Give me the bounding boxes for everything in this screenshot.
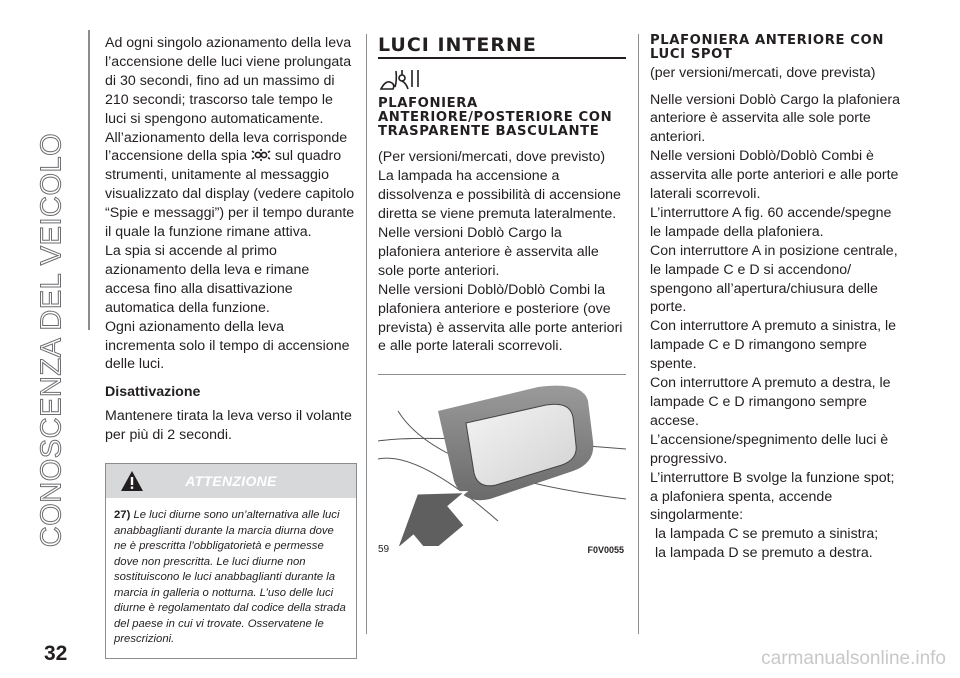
warning-header bbox=[106, 464, 356, 498]
figure-code: F0V0055 bbox=[587, 545, 624, 556]
warning-body bbox=[106, 498, 356, 658]
paragraph: Ogni azionamento della leva incrementa solo il tempo di accensione delle luci. bbox=[105, 318, 350, 373]
paragraph: Con interruttore A premuto a destra, le lampade C e D rimangono sempre accese. bbox=[650, 375, 891, 429]
paragraph: Con interruttore A in posizione centrale, le lampade C e D si accendono/ spengono all’apertura/chiusura delle porte. bbox=[650, 242, 898, 316]
paragraph: Con interruttore A premuto a sinistra, le lampade C e D rimangono sempre spente. bbox=[650, 318, 897, 373]
figure-59 bbox=[378, 374, 626, 560]
paragraph: Nelle versioni Doblò Cargo la plafoniera anteriore è asservita alle sole porte anteriori. bbox=[378, 225, 599, 279]
section-title-rule bbox=[378, 57, 626, 59]
warning-box bbox=[105, 463, 357, 659]
paragraph: La spia si accende al primo azionamento della leva e rimane accesa fino alla disattivazione automatica della funzione. bbox=[105, 242, 310, 316]
paragraph-text: sul quadro strumenti, unitamente al messaggio visualizzato dal display (vedere capitolo “Spie e messaggi”) per il tempo durante il quale la funzione rimane attiva. bbox=[105, 148, 355, 241]
paragraph: Mantenere tirata la leva verso il volante per più di 2 secondi. bbox=[105, 408, 352, 444]
chapter-title: CONOSCENZA DEL VEICOLO bbox=[35, 132, 68, 548]
paragraph-text: Ad ogni singolo azionamento della leva l’accensione delle luci viene prolungata di 30 secondi, fino ad un massimo di 210 secondi; trascorso tale tempo le luci si spengono automaticamente. All’azionamento della leva corrisponde l’accensione della spia bbox=[105, 35, 352, 165]
column-divider bbox=[366, 34, 367, 634]
interior-lights-icon bbox=[378, 67, 424, 91]
list-item: la lampada D se premuto a destra. bbox=[655, 545, 873, 562]
column-divider bbox=[638, 34, 639, 634]
sidebar-divider bbox=[88, 30, 90, 330]
section-heading: PLAFONIERA ANTERIORE/POSTERIORE CON TRASPARENTE BASCULANTE bbox=[378, 96, 613, 139]
column-2 bbox=[378, 34, 626, 560]
figure-caption bbox=[378, 541, 626, 560]
paragraph: L’accensione/spegnimento delle luci è progressivo. bbox=[650, 431, 889, 467]
ceiling-light-illustration bbox=[378, 381, 626, 546]
paragraph bbox=[105, 34, 355, 242]
column-1 bbox=[105, 34, 355, 659]
paragraph: La lampada ha accensione a dissolvenza e possibilità di accensione diretta se viene premuta lateralmente. bbox=[378, 168, 621, 223]
list-item: la lampada C se premuto a sinistra; bbox=[655, 526, 879, 543]
paragraph: Nelle versioni Doblò/Doblò Combi è asservita alle porte anteriori e alle porte laterali scorrevoli. bbox=[650, 148, 899, 203]
figure-number: 59 bbox=[378, 544, 390, 556]
warning-title: ATTENZIONE bbox=[185, 473, 277, 490]
warning-number: 27) bbox=[114, 509, 131, 522]
paragraph: L’interruttore B svolge la funzione spot; a plafoniera spenta, accende singolarmente: bbox=[650, 469, 895, 524]
section-title: LUCI INTERNE bbox=[378, 34, 537, 56]
page-number: 32 bbox=[44, 642, 68, 665]
subheading: Disattivazione bbox=[105, 384, 201, 401]
column-3 bbox=[650, 34, 900, 563]
daytime-lights-warning-icon bbox=[251, 148, 271, 162]
section-heading: PLAFONIERA ANTERIORE CON LUCI SPOT bbox=[650, 33, 884, 62]
paragraph: Nelle versioni Doblò/Doblò Combi la plafoniera anteriore e posteriore (ove prevista) è asservita alle porte anteriori e alle porte laterali scorrevoli. bbox=[378, 281, 623, 355]
warning-text: Le luci diurne sono un’alternativa alle luci anabbaglianti durante la marcia diurna dove ne è prescritta l’obbligatorietà e permesse dove non prescritta. Le luci diurne non sostituiscono le luci anabbaglianti durante la marcia in galleria o notturna. L’uso delle luci diurne è regolamentato dal codice della strada del paese in cui vi trovate. Osservatene le prescrizioni. bbox=[114, 509, 346, 646]
paragraph: Nelle versioni Doblò Cargo la plafoniera anteriore è asservita alle sole porte anteriori. bbox=[650, 91, 900, 146]
paragraph: (Per versioni/mercati, dove previsto) bbox=[378, 149, 606, 166]
paragraph: (per versioni/mercati, dove prevista) bbox=[650, 64, 876, 81]
paragraph: L’interruttore A fig. 60 accende/spegne le lampade della plafoniera. bbox=[650, 204, 892, 240]
watermark: carmanualsonline.info bbox=[761, 648, 946, 669]
